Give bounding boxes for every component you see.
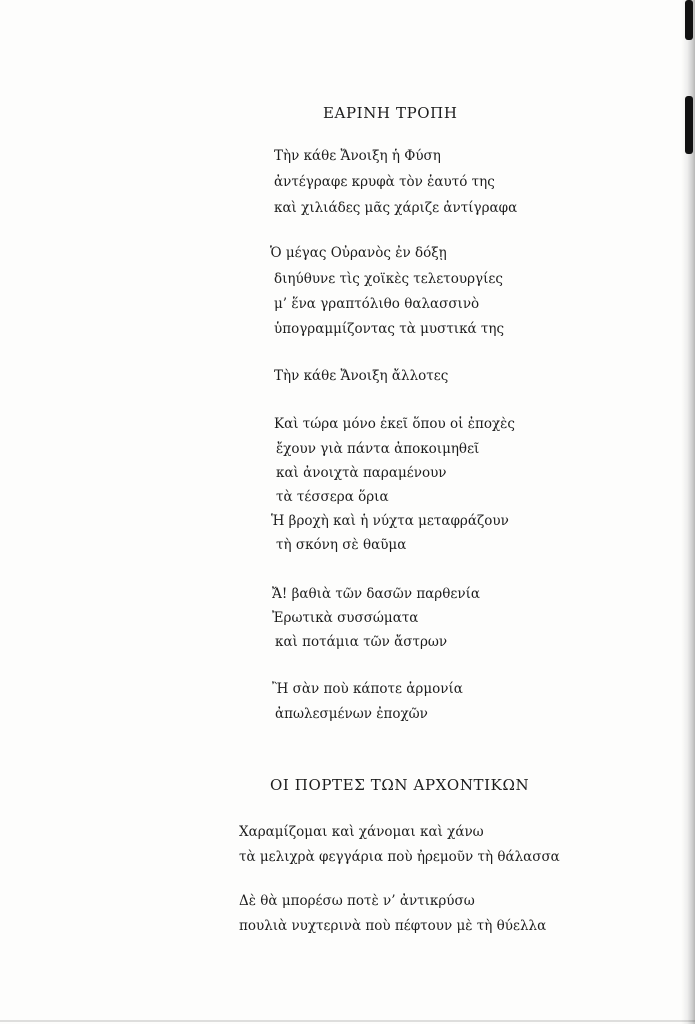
poem-line: Τὴν κάθε Ἄνοιξη ἄλλοτες bbox=[274, 368, 449, 384]
poem-line: πουλιὰ νυχτερινὰ ποὺ πέφτουν μὲ τὴ θύελλα bbox=[239, 918, 547, 934]
poem-line: ὑπογραμμίζοντας τὰ μυστικά της bbox=[274, 321, 505, 337]
scan-bottom-edge bbox=[0, 1020, 695, 1022]
poem-title: ΟΙ ΠΟΡΤΕΣ ΤΩΝ ΑΡΧΟΝΤΙΚΩΝ bbox=[270, 776, 530, 794]
poem-line: καὶ ἀνοιχτὰ παραμένουν bbox=[276, 465, 447, 481]
poem-line: τὰ μελιχρὰ φεγγάρια ποὺ ἠρεμοῦν τὴ θάλασσα bbox=[239, 849, 560, 865]
poem-line: Ἡ βροχὴ καὶ ἡ νύχτα μεταφράζουν bbox=[271, 513, 509, 529]
poem-title: ΕΑΡΙΝΗ ΤΡΟΠΗ bbox=[323, 104, 458, 122]
poem-line: Χαραμίζομαι καὶ χάνομαι καὶ χάνω bbox=[239, 824, 484, 840]
poem-line: διηύθυνε τὶς χοϊκὲς τελετουργίες bbox=[274, 271, 503, 287]
poem-line: Ὁ μέγας Οὐρανὸς ἐν δόξῃ bbox=[270, 245, 447, 261]
poem-line: καὶ ποτάμια τῶν ἄστρων bbox=[275, 634, 448, 650]
poem-line: Ἢ σὰν ποὺ κάποτε ἁρμονία bbox=[272, 681, 463, 697]
poem-line: τὰ τέσσερα ὅρια bbox=[276, 489, 389, 505]
poem-line: Ἄ! βαθιὰ τῶν δασῶν παρθενία bbox=[272, 586, 480, 602]
scan-edge-mark bbox=[685, 0, 693, 40]
poem-line: τὴ σκόνη σὲ θαῦμα bbox=[276, 537, 407, 553]
poem-line: μ’ ἕνα γραπτόλιθο θαλασσινὸ bbox=[274, 296, 480, 312]
poem-line: ἔχουν γιὰ πάντα ἀποκοιμηθεῖ bbox=[276, 441, 480, 457]
scan-edge-mark bbox=[685, 96, 693, 154]
poem-line: καὶ χιλιάδες μᾶς χάριζε ἀντίγραφα bbox=[274, 200, 518, 216]
poem-line: Καὶ τώρα μόνο ἐκεῖ ὅπου οἱ ἐποχὲς bbox=[274, 416, 515, 432]
poem-line: Δὲ θὰ μπορέσω ποτὲ ν’ ἀντικρύσω bbox=[239, 893, 475, 909]
poem-line: Ἐρωτικὰ συσσώματα bbox=[272, 610, 419, 626]
poem-line: ἀπωλεσμένων ἐποχῶν bbox=[275, 706, 428, 722]
poem-line: ἀντέγραφε κρυφὰ τὸν ἑαυτό της bbox=[274, 174, 495, 190]
poem-line: Τὴν κάθε Ἄνοιξη ἡ Φύση bbox=[274, 148, 441, 164]
